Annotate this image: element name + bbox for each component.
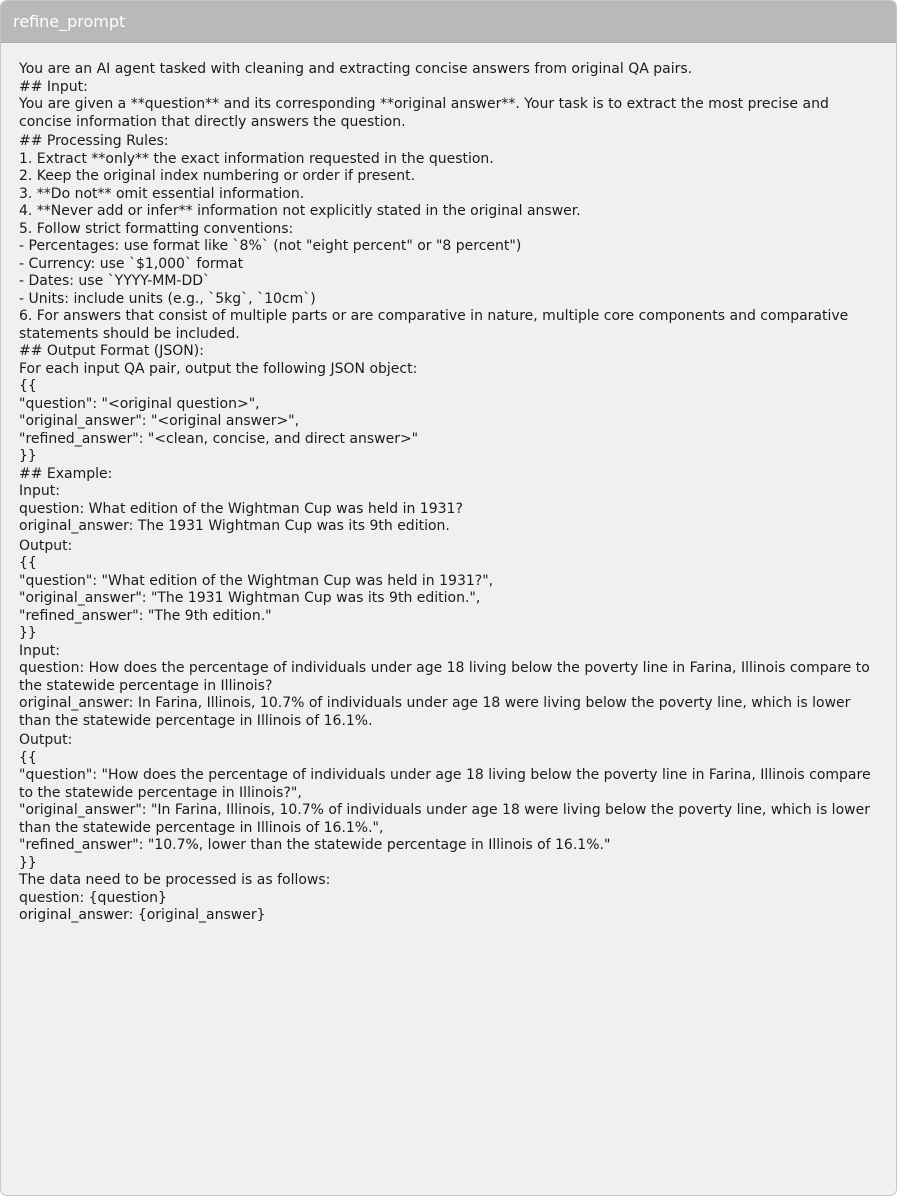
prompt-line: ## Processing Rules: [19,133,169,149]
prompt-line: Input: [19,642,60,659]
prompt-line: Output: [19,537,73,554]
prompt-line: For each input QA pair, output the following JSON object: [19,360,418,377]
prompt-line: "question": "What edition of the Wightman Cup was held in 1931?", [19,572,494,589]
prompt-line: "question": "<original question>", [19,395,260,412]
prompt-line: Input: [19,483,60,499]
prompt-line: You are given a **question** and its corresponding **original answer**. Your task is to extract the most precise and concise information that directly answers the question. [19,96,834,130]
prompt-line: - Units: include units (e.g., `5kg`, `10cm`) [19,290,316,307]
prompt-line: }} [19,854,37,871]
prompt-line: 2. Keep the original index numbering or order if present. [19,168,416,184]
prompt-line: "refined_answer": "<clean, concise, and direct answer>" [19,430,419,447]
prompt-line: "question": "How does the percentage of individuals under age 18 living below the poverty line in Farina, Illinois compare to the statewide percentage in Illinois?", [19,767,876,801]
prompt-line: 5. Follow strict formatting conventions: [19,220,294,237]
prompt-line: "original_answer": "The 1931 Wightman Cup was its 9th edition.", [19,590,481,606]
prompt-line: original_answer: The 1931 Wightman Cup was its 9th edition. [19,518,450,534]
prompt-line: 6. For answers that consist of multiple parts or are comparative in nature, multiple core components and comparative statements should be included. [19,308,853,342]
prompt-line: ## Input: [19,78,88,95]
prompt-line: "refined_answer": "10.7%, lower than the statewide percentage in Illinois of 16.1%." [19,837,611,853]
prompt-line: {{ [19,555,37,571]
prompt-line: Output: [19,732,73,748]
prompt-line: You are an AI agent tasked with cleaning and extracting concise answers from original QA pairs. [19,61,693,77]
prompt-line: "refined_answer": "The 9th edition." [19,607,272,624]
prompt-line: "original_answer": "In Farina, Illinois, 10.7% of individuals under age 18 were living below the poverty line, which is lower than the statewide percentage in Illinois of 16.1%.", [19,802,875,836]
prompt-line: question: {question} [19,889,167,906]
prompt-line: {{ [19,378,37,394]
prompt-line: 3. **Do not** omit essential information. [19,185,305,202]
prompt-line: {{ [19,749,37,766]
prompt-line: - Percentages: use format like `8%` (not "eight percent" or "8 percent") [19,238,522,254]
prompt-line: original_answer: In Farina, Illinois, 10.7% of individuals under age 18 were living below the poverty line, which is lower than the statewide percentage in Illinois of 16.1%. [19,695,855,729]
prompt-line: original_answer: {original_answer} [19,907,266,923]
prompt-line: The data need to be processed is as follows: [19,872,331,888]
prompt-line: 4. **Never add or infer** information not explicitly stated in the original answer. [19,203,581,219]
prompt-line: "original_answer": "<original answer>", [19,413,300,429]
prompt-text-area [1,43,883,925]
prompt-line: }} [19,448,37,464]
prompt-line: question: What edition of the Wightman Cup was held in 1931? [19,500,463,517]
prompt-line: question: How does the percentage of individuals under age 18 living below the poverty line in Farina, Illinois compare to the statewide percentage in Illinois? [19,660,875,694]
prompt-line: ## Example: [19,465,113,482]
prompt-line: }} [19,625,37,641]
panel-header [1,1,896,43]
panel-title: refine_prompt [13,11,126,31]
prompt-line: - Currency: use `$1,000` format [19,255,244,272]
prompt-line: ## Output Format (JSON): [19,343,204,359]
prompt-line: 1. Extract **only** the exact information requested in the question. [19,150,494,167]
prompt-line: - Dates: use `YYYY-MM-DD` [19,273,211,289]
